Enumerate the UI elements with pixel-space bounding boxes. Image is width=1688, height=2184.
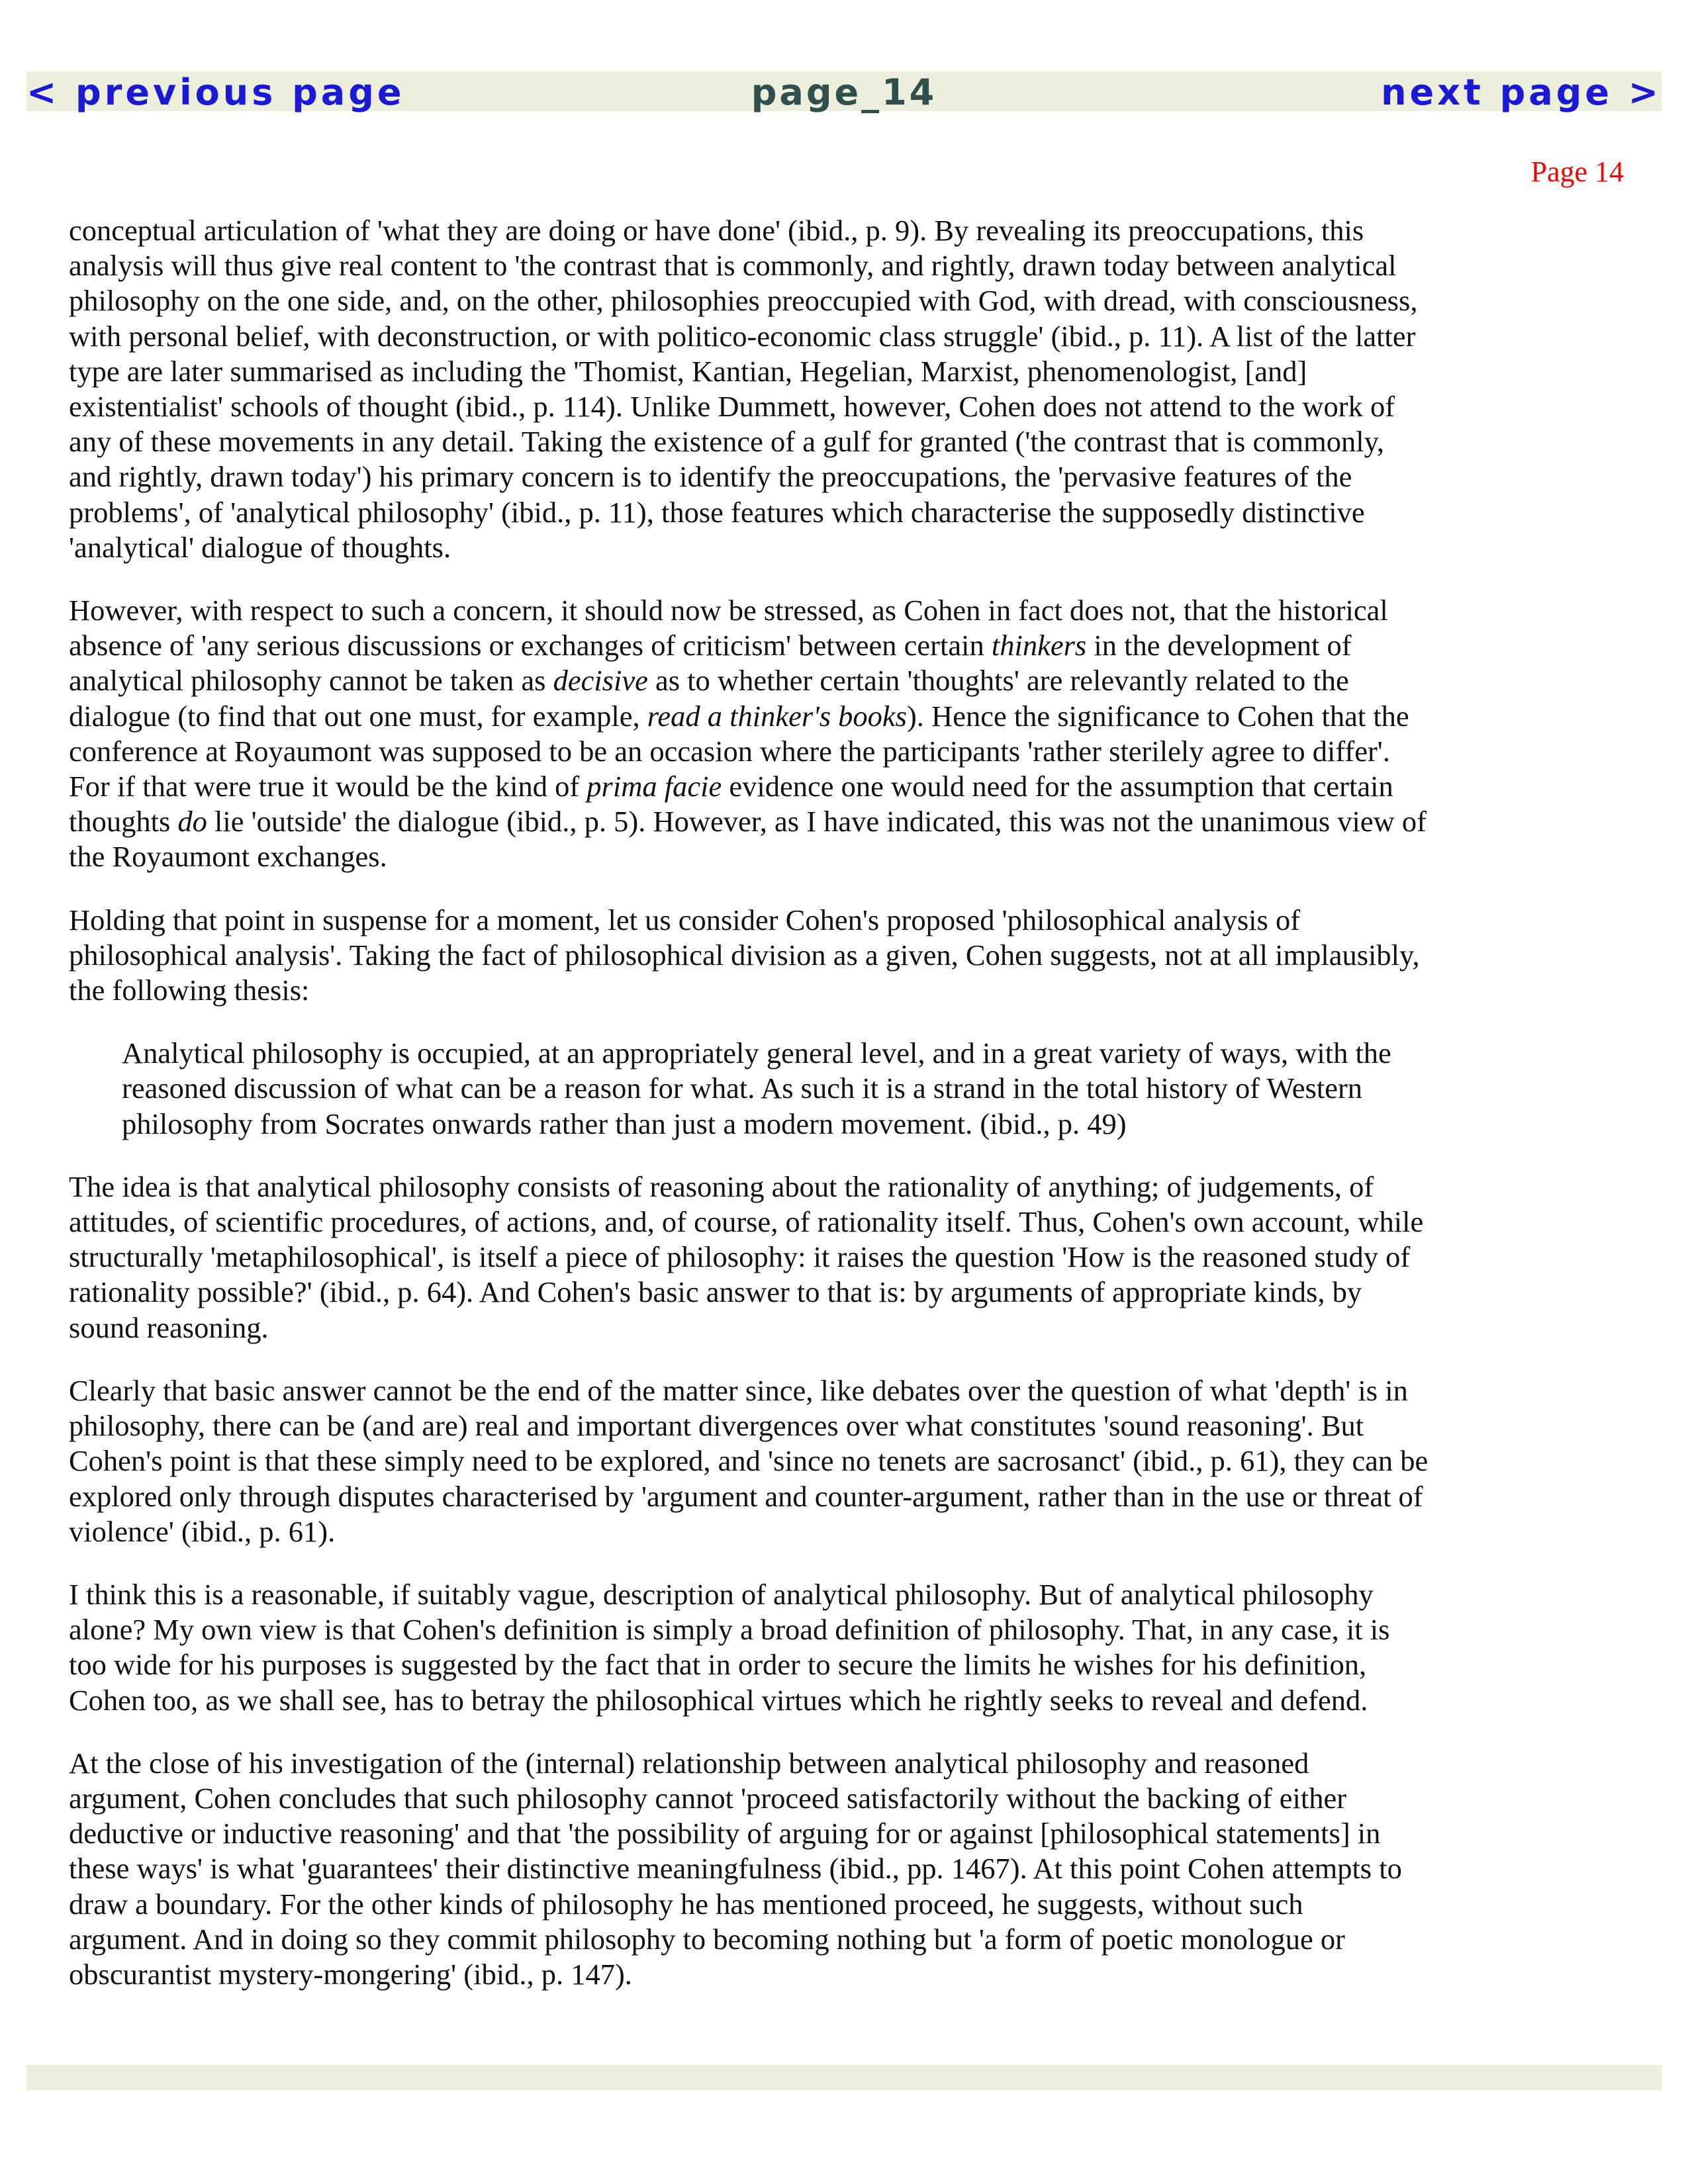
paragraph [69,903,1631,1009]
emphasis: thinkers [991,629,1087,662]
text-line: explored only through disputes characterised by 'argument and counter-argument, rather than in the use or threat of [69,1479,1423,1513]
text-line: Analytical philosophy is occupied, at an appropriately general level, and in a great variety of ways, with the [122,1036,1391,1070]
paragraph [69,1169,1631,1345]
text-line: argument. And in doing so they commit philosophy to becoming nothing but 'a form of poetic monologue or [69,1922,1345,1956]
text-line: However, with respect to such a concern, it should now be stressed, as Cohen in fact does not, that the historical [69,594,1388,627]
paragraph [69,593,1631,875]
text-line: Cohen's point is that these simply need to be explored, and 'since no tenets are sacrosanct' (ibid., p. 61), they can be [69,1444,1429,1478]
bottom-nav-bar [26,2065,1662,2090]
text-line: Holding that point in suspense for a moment, let us consider Cohen's proposed 'philosophical analysis of [69,903,1301,936]
text-line: too wide for his purposes is suggested by the fact that in order to secure the limits he wishes for his definition, [69,1648,1367,1682]
text-line: The idea is that analytical philosophy consists of reasoning about the rationality of anything; of judgements, of [69,1169,1374,1203]
text-line: violence' (ibid., p. 61). [69,1514,336,1548]
text-line: I think this is a reasonable, if suitably vague, description of analytical philosophy. But of analytical philosophy [69,1577,1374,1611]
text-line: reasoned discussion of what can be a reason for what. As such it is a strand in the total history of Western [122,1071,1363,1105]
page-number: Page 14 [1530,156,1624,188]
text-line: rationality possible?' (ibid., p. 64). And Cohen's basic answer to that is: by arguments of appropriate kinds, by [69,1275,1362,1309]
text-line: analytical philosophy cannot be taken as decisive as to whether certain 'thoughts' are relevantly related to the [69,664,1349,698]
previous-page-link[interactable]: < previous page [26,71,405,113]
paragraph [69,1577,1631,1718]
text-line: attitudes, of scientific procedures, of actions, and, of course, of rationality itself. Thus, Cohen's own account, while [69,1205,1424,1239]
paragraph [69,1373,1631,1549]
emphasis: do [177,805,207,839]
text-line: obscurantist mystery-mongering' (ibid., p. 147). [69,1957,632,1991]
next-page-link[interactable]: next page > [1381,71,1662,113]
text-line: philosophy, there can be (and are) real and important divergences over what constitutes 'sound reasoning'. But [69,1409,1364,1443]
text-line: philosophy on the one side, and, on the other, philosophies preoccupied with God, with dread, with consciousness, [69,284,1418,318]
text-line: analysis will thus give real content to 'the contrast that is commonly, and rightly, drawn today between analytical [69,249,1397,283]
text-line: these ways' is what 'guarantees' their distinctive meaningfulness (ibid., pp. 1467). At this point Cohen attempts to [69,1852,1402,1886]
text-line: draw a boundary. For the other kinds of philosophy he has mentioned proceed, he suggests, without such [69,1887,1303,1921]
text-line: At the close of his investigation of the (internal) relationship between analytical philosophy and reasoned [69,1746,1309,1780]
text-line: Clearly that basic answer cannot be the end of the matter since, like debates over the question of what 'depth' is in [69,1373,1408,1407]
paragraph [69,1746,1631,1992]
text-line: existentialist' schools of thought (ibid., p. 114). Unlike Dummett, however, Cohen does not attend to the work of [69,390,1395,424]
page-title: page_14 [751,71,937,113]
document-body [69,213,1631,2020]
text-line: the Royaumont exchanges. [69,840,387,874]
text-line: dialogue (to find that out one must, for example, read a thinker's books). Hence the significance to Cohen that the [69,699,1409,733]
text-line: alone? My own view is that Cohen's definition is simply a broad definition of philosophy. That, in any case, it is [69,1613,1390,1647]
text-line: type are later summarised as including the 'Thomist, Kantian, Hegelian, Marxist, phenomenologist, [and] [69,354,1307,388]
text-line: with personal belief, with deconstruction, or with politico-economic class struggle' (ibid., p. 11). A list of the latter [69,319,1416,353]
text-line: For if that were true it would be the kind of prima facie evidence one would need for the assumption that certain [69,770,1393,803]
text-line: any of these movements in any detail. Taking the existence of a gulf for granted ('the contrast that is commonly, [69,425,1385,459]
text-line: Cohen too, as we shall see, has to betray the philosophical virtues which he rightly seeks to reveal and defend. [69,1683,1368,1717]
text-line: 'analytical' dialogue of thoughts. [69,530,451,564]
text-line: structurally 'metaphilosophical', is itself a piece of philosophy: it raises the question 'How is the reasoned study of [69,1240,1411,1274]
text-line: philosophy from Socrates onwards rather than just a modern movement. (ibid., p. 49) [122,1107,1127,1140]
text-line: sound reasoning. [69,1310,269,1344]
text-line: philosophical analysis'. Taking the fact of philosophical division as a given, Cohen suggests, not at all implausibly, [69,938,1420,972]
block-quote [122,1036,1624,1142]
text-line: and rightly, drawn today') his primary concern is to identify the preoccupations, the 'pervasive features of the [69,460,1352,494]
paragraph [69,213,1631,565]
emphasis: decisive [553,664,648,698]
text-line: the following thesis: [69,974,310,1007]
text-line: problems', of 'analytical philosophy' (ibid., p. 11), those features which characterise the supposedly distinctive [69,495,1365,529]
text-line: conceptual articulation of 'what they are doing or have done' (ibid., p. 9). By revealing its preoccupations, this [69,214,1364,247]
text-line: absence of 'any serious discussions or exchanges of criticism' between certain thinkers in the development of [69,629,1352,662]
emphasis: read a thinker's books [647,699,907,733]
text-line: conference at Royaumont was supposed to be an occasion where the participants 'rather sterilely agree to differ'. [69,734,1390,768]
text-line: deductive or inductive reasoning' and that 'the possibility of arguing for or against [philosophical statements] in [69,1817,1381,1850]
emphasis: prima facie [586,770,722,803]
text-line: argument, Cohen concludes that such philosophy cannot 'proceed satisfactorily without the backing of either [69,1781,1347,1815]
text-line: thoughts do lie 'outside' the dialogue (ibid., p. 5). However, as I have indicated, this was not the unanimous view of [69,805,1427,839]
